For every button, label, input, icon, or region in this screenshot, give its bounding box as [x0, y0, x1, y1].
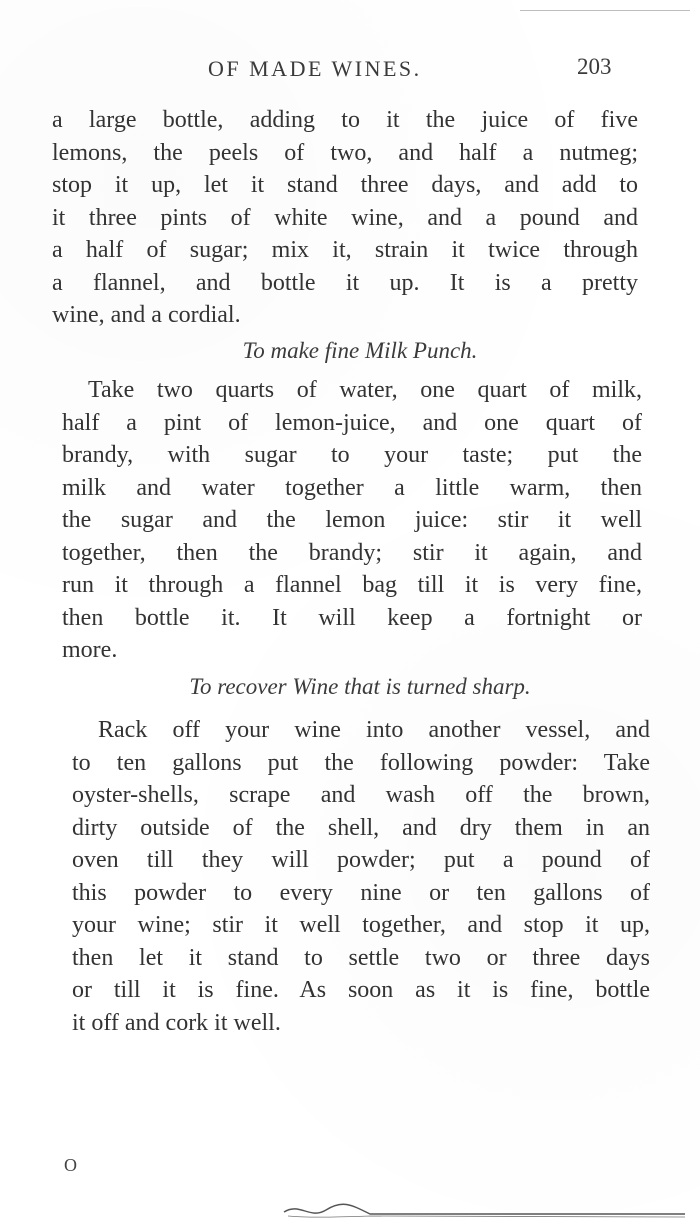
text-line: brandy, with sugar to your taste; put the: [62, 442, 642, 468]
text-line: lemons, the peels of two, and half a nutmeg;: [52, 139, 638, 166]
text-line: more.: [62, 637, 118, 663]
top-edge-rule: [520, 10, 690, 11]
recipe-heading-milk-punch: To make fine Milk Punch.: [242, 338, 478, 363]
text-line: oven till they will powder; put a pound of: [72, 847, 650, 873]
text-line: then bottle it. It will keep a fortnight or: [62, 604, 642, 631]
text-line: it off and cork it well.: [72, 1009, 281, 1036]
text-line: this powder to every nine or ten gallons of: [72, 879, 650, 906]
text-line: milk and water together a little warm, then: [62, 474, 642, 501]
recipe-body-sharp-wine: [72, 714, 650, 1039]
text-line: dirty outside of the shell, and dry them in an: [72, 814, 650, 841]
text-line: or till it is fine. As soon as it is fine, bottle: [72, 977, 650, 1003]
text-line: your wine; stir it well together, and stop it up,: [72, 912, 650, 938]
text-line: run it through a flannel bag till it is very fine,: [62, 572, 642, 598]
running-title: OF MADE WINES.: [208, 56, 422, 81]
text-line: then let it stand to settle two or three days: [72, 944, 650, 971]
running-head: [0, 52, 700, 86]
bottom-flourish-ornament: [280, 1198, 690, 1220]
text-line: Take two quarts of water, one quart of milk,: [88, 377, 642, 403]
text-line: oyster-shells, scrape and wash off the brown,: [72, 782, 650, 808]
text-line: a flannel, and bottle it up. It is a pretty: [52, 269, 638, 296]
text-line: the sugar and the lemon juice: stir it well: [62, 507, 642, 533]
text-line: Rack off your wine into another vessel, and: [98, 717, 650, 743]
text-line: wine, and a cordial.: [52, 302, 241, 328]
text-line: a half of sugar; mix it, strain it twice through: [52, 237, 638, 263]
recipe-body-milk-punch: [62, 374, 642, 667]
page-number: 203: [577, 54, 612, 79]
recipe-heading-sharp-wine: To recover Wine that is turned sharp.: [189, 674, 531, 699]
continued-paragraph: [52, 104, 638, 332]
text-line: to ten gallons put the following powder: Take: [72, 749, 650, 776]
signature-mark: O: [64, 1155, 77, 1175]
text-line: stop it up, let it stand three days, and add to: [52, 172, 638, 198]
text-line: a large bottle, adding to it the juice of five: [52, 107, 638, 133]
text-line: together, then the brandy; stir it again, and: [62, 539, 642, 566]
text-line: half a pint of lemon-juice, and one quart of: [62, 409, 642, 436]
text-line: it three pints of white wine, and a pound and: [52, 204, 638, 231]
